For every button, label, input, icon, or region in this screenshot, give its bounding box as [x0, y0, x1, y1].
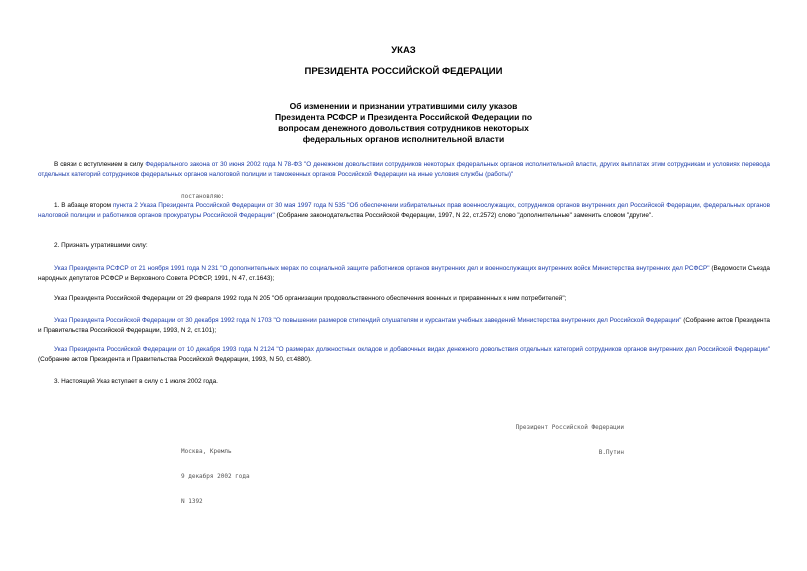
repealed-lead: Указ Президента Российской Федерации от 29 февраля 1992 года N 205 "Об организации продовольственного обеспечения военных и приравненных к ним потребителей";: [54, 295, 567, 302]
decree-word: постановляю:: [181, 193, 225, 200]
subtitle-line: вопросам денежного довольствия сотрудников некоторых: [278, 123, 529, 133]
date: 9 декабря 2002 года: [181, 473, 250, 481]
document-title: УКАЗ: [391, 45, 416, 56]
decree-2124-link[interactable]: Указ Президента Российской Федерации от 10 декабря 1993 года N 2124 "О размерах должностных окладов и добавочных видах денежного довольствия отдельных категорий сотрудников органов внутренних дел Российской Федерации": [54, 346, 770, 353]
repealed-item: [38, 316, 770, 335]
place-date-block: [181, 431, 250, 523]
intro-paragraph: [38, 160, 770, 179]
intro-lead: В связи с вступлением в силу: [54, 161, 146, 168]
item-2-heading: 2. Признать утратившими силу:: [54, 242, 148, 249]
signature-position: Президент Российской Федерации: [515, 423, 624, 431]
item-3-paragraph: 3. Настоящий Указ вступает в силу с 1 июля 2002 года.: [54, 378, 218, 385]
repealed-item: [38, 294, 770, 304]
item-1-tail: (Собрание законодательства Российской Федерации, 1997, N 22, ст.2572) слово "дополнительные" заменить словом "другие".: [274, 211, 653, 219]
item-1-paragraph: [38, 201, 770, 220]
subtitle-line: Президента РСФСР и Президента Российской Федерации по: [274, 112, 533, 122]
signature-block: [500, 407, 624, 474]
repealed-item: [38, 345, 770, 364]
decree-1703-link[interactable]: Указ Президента Российской Федерации от 30 декабря 1992 года N 1703 "О повышении размеров стипендий слушателям и курсантам учебных заведений Министерства внутренних дел Российской Федерации": [54, 317, 682, 324]
repealed-item: [38, 264, 770, 283]
decree-535-link[interactable]: пункта 2 Указа Президента Российской Федерации от 30 мая 1997 года N 535 "Об обеспечении избирательных прав военнослужащих, сотрудников органов внутренних дел Российской Федерации, федеральных органов налоговой полиции и работников органов прокуратуры Российской Федерации": [38, 202, 771, 219]
repealed-tail: (Собрание актов Президента и Правительства Российской Федерации, 1993, N 2, ст.101);: [38, 317, 770, 334]
document-subtitle: [0, 101, 807, 145]
repealed-tail: (Собрание актов Президента и Правительства Российской Федерации, 1993, N 50, ст.4880).: [38, 355, 312, 363]
place: Москва, Кремль: [181, 447, 232, 455]
signature-name: В.Путин: [598, 449, 624, 457]
federal-law-link[interactable]: Федерального закона от 30 июня 2002 года N 78-ФЗ "О денежном довольствии сотрудников некоторых федеральных органов исполнительной власти, других выплатах этим сотрудникам и условиях перевода отдельных категорий сотрудников федеральных органов налоговой полиции и таможенных органов Российской Федерации на иные условия службы (работы)": [38, 161, 770, 178]
document-issuer: ПРЕЗИДЕНТА РОССИЙСКОЙ ФЕДЕРАЦИИ: [304, 66, 503, 77]
decree-number: N 1392: [181, 498, 203, 506]
item-1-lead: 1. В абзаце втором: [54, 202, 113, 209]
subtitle-line: Об изменении и признании утратившими силу указов: [289, 101, 518, 111]
repealed-tail: (Ведомости Съезда народных депутатов РСФСР и Верховного Совета РСФСР, 1991, N 47, ст.1643);: [38, 265, 770, 282]
decree-231-link[interactable]: Указ Президента РСФСР от 21 ноября 1991 года N 231 "О дополнительных мерах по социальной защите работников органов внутренних дел и военнослужащих внутренних войск Министерства внутренних дел РСФСР": [54, 265, 710, 272]
subtitle-line: федеральных органов исполнительной власти: [302, 134, 505, 144]
